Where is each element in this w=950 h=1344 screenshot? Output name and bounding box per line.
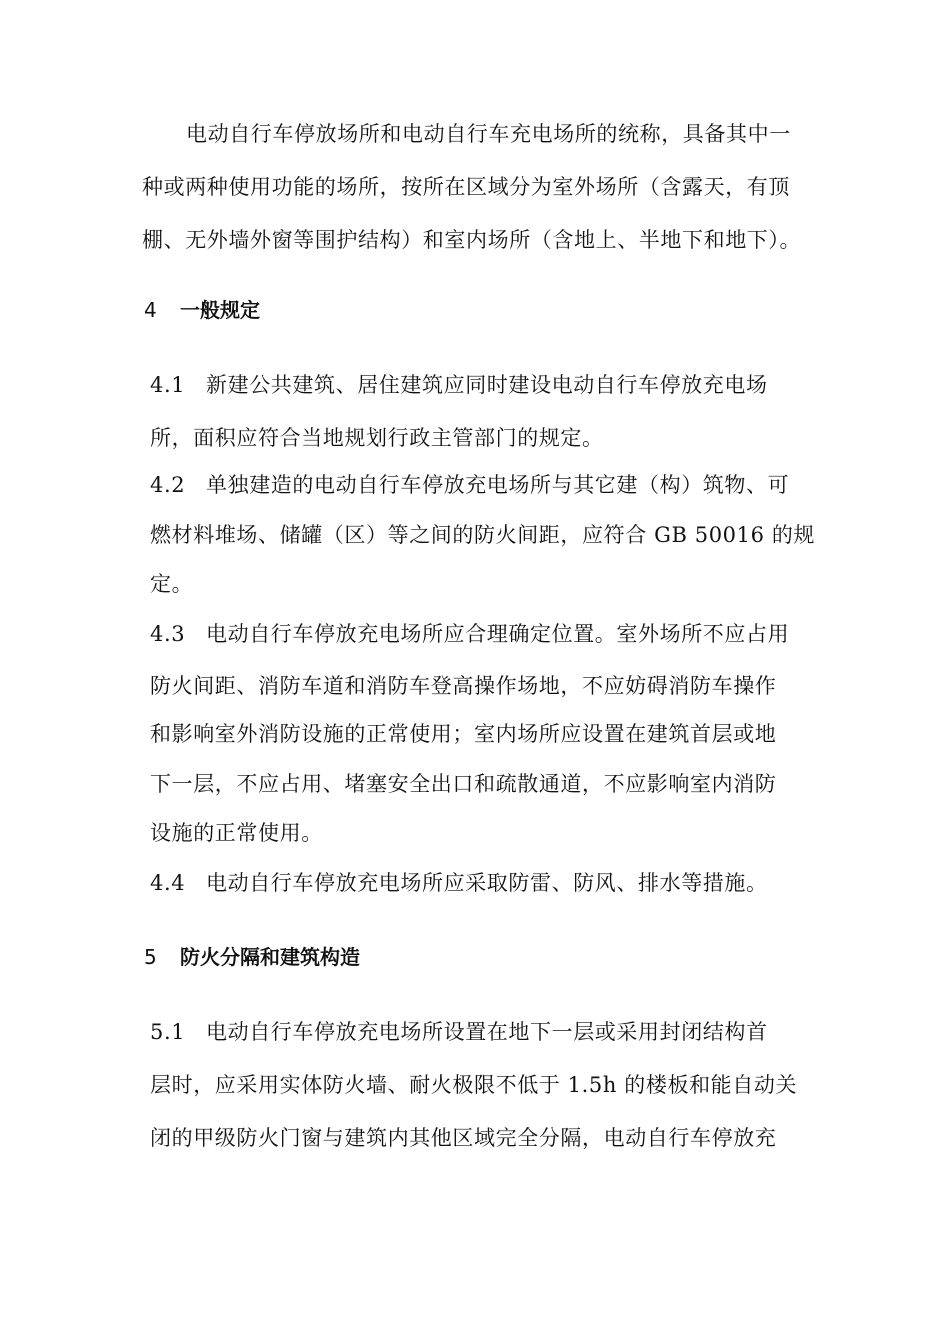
clause-4-1-line-2: 所，面积应符合当地规划行政主管部门的规定。 xyxy=(150,426,604,450)
clause-4-3-text-1: 电动自行车停放充电场所应合理确定位置。室外场所不应占用 xyxy=(206,622,790,646)
clause-4-4-number: 4.4 xyxy=(150,871,186,895)
clause-4-2-line-3: 定。 xyxy=(150,572,194,596)
section-4-title: 一般规定 xyxy=(180,298,260,322)
clause-5-1-number: 5.1 xyxy=(150,1020,186,1044)
clause-5-1-line-2: 层时，应采用实体防火墙、耐火极限不低于 1.5h 的楼板和能自动关 xyxy=(150,1073,798,1097)
section-4-number: 4 xyxy=(144,298,157,322)
clause-5-1-text-1: 电动自行车停放充电场所设置在地下一层或采用封闭结构首 xyxy=(206,1020,768,1044)
section-5-number: 5 xyxy=(144,945,157,969)
intro-line-3: 棚、无外墙外窗等围护结构）和室内场所（含地上、半地下和地下）。 xyxy=(142,228,802,252)
clause-4-3-number: 4.3 xyxy=(150,622,186,646)
clause-4-2-line-2: 燃材料堆场、储罐（区）等之间的防火间距，应符合 GB 50016 的规 xyxy=(150,523,816,547)
section-5-heading xyxy=(144,943,360,971)
clause-4-1-text-1: 新建公共建筑、居住建筑应同时建设电动自行车停放充电场 xyxy=(206,373,768,397)
clause-4-3-line-1 xyxy=(150,620,789,648)
clause-4-3-line-4: 下一层，不应占用、堵塞安全出口和疏散通道，不应影响室内消防 xyxy=(150,772,777,796)
clause-4-3-line-3: 和影响室外消防设施的正常使用；室内场所应设置在建筑首层或地 xyxy=(150,722,777,746)
clause-4-3-line-5: 设施的正常使用。 xyxy=(150,821,323,845)
clause-5-1-line-3: 闭的甲级防火门窗与建筑内其他区域完全分隔，电动自行车停放充 xyxy=(150,1126,777,1150)
clause-4-1-number: 4.1 xyxy=(150,373,186,397)
clause-4-2-line-1 xyxy=(150,471,789,499)
intro-line-1: 电动自行车停放场所和电动自行车充电场所的统称，具备其中一 xyxy=(186,122,791,146)
clause-4-3-line-2: 防火间距、消防车道和消防车登高操作场地，不应妨碍消防车操作 xyxy=(150,674,777,698)
clause-4-2-text-1: 单独建造的电动自行车停放充电场所与其它建（构）筑物、可 xyxy=(206,473,790,497)
clause-4-1-line-1 xyxy=(150,371,768,399)
clause-5-1-line-1 xyxy=(150,1018,768,1046)
clause-4-4-line-1 xyxy=(150,869,768,897)
clause-4-4-text-1: 电动自行车停放充电场所应采取防雷、防风、排水等措施。 xyxy=(206,871,768,895)
section-4-heading xyxy=(144,296,260,324)
intro-line-2: 种或两种使用功能的场所，按所在区域分为室外场所（含露天，有顶 xyxy=(142,175,790,199)
clause-4-2-number: 4.2 xyxy=(150,473,186,497)
section-5-title: 防火分隔和建筑构造 xyxy=(180,945,360,969)
